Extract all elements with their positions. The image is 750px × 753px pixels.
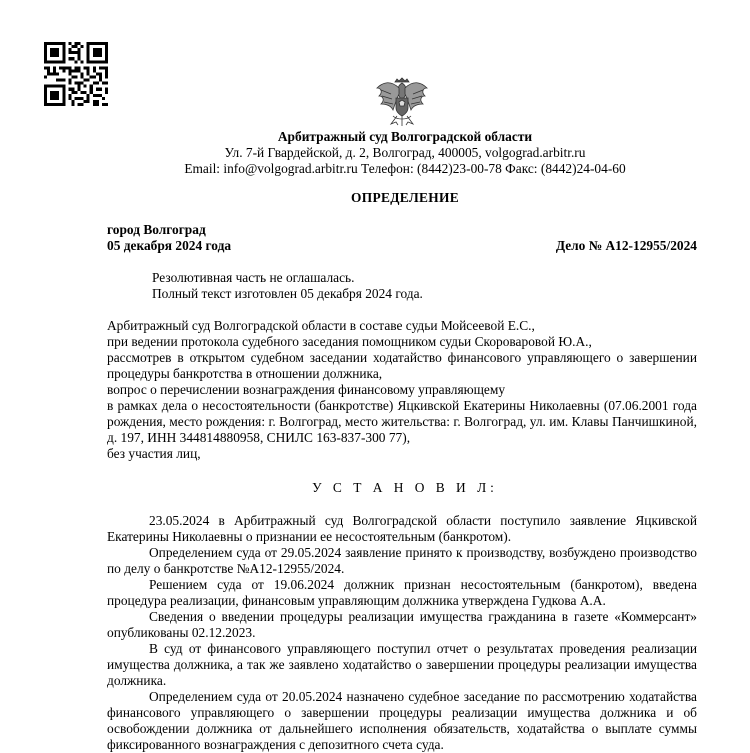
note-operative-part: Резолютивная часть не оглашалась.	[152, 270, 355, 285]
document-date: 05 декабря 2024 года	[107, 238, 232, 253]
paragraph: Определением суда от 29.05.2024 заявление принято к производству, возбуждено производство по делу о банкротстве №А12-12955/2024.	[107, 545, 697, 576]
intro-line: рассмотрев в открытом судебном заседании ходатайство финансового управляющего о завершении процедуры банкротства в отношении должника,	[107, 350, 697, 381]
coat-of-arms-emblem	[373, 74, 431, 128]
intro-line: при ведении протокола судебного заседания помощником судьи Скороваровой Ю.А.,	[107, 334, 592, 349]
paragraph: Сведения о введении процедуры реализации имущества гражданина в газете «Коммерсант» опубликованы 02.12.2023.	[107, 609, 697, 640]
note-full-text: Полный текст изготовлен 05 декабря 2024 года.	[152, 286, 423, 301]
court-header	[0, 129, 750, 177]
document-title: ОПРЕДЕЛЕНИЕ	[351, 190, 459, 205]
case-number: Дело № А12-12955/2024	[555, 238, 697, 253]
intro-line: Арбитражный суд Волгоградской области в составе судьи Мойсеевой Е.С.,	[107, 318, 535, 333]
court-address: Ул. 7-й Гвардейской, д. 2, Волгоград, 400005, volgograd.arbitr.ru	[224, 145, 586, 160]
intro-line: без участия лиц,	[107, 446, 201, 461]
intro-line: в рамках дела о несостоятельности (банкротстве) Яцкивской Екатерины Николаевны (07.06.2001 года рождения, место рождения: г. Волгоград, место жительства: г. Волгоград, ул. им. Клавы Панчишкиной, д. 197, ИНН 344814880958, СНИЛС 163-837-300 77),	[107, 398, 697, 445]
section-heading-ustanovil: У С Т А Н О В И Л:	[312, 480, 498, 495]
city: город Волгоград	[107, 222, 206, 237]
intro-block	[107, 318, 697, 462]
paragraph: Определением суда от 20.05.2024 назначено судебное заседание по рассмотрению ходатайства финансового управляющего о завершении процедуры реализации имущества должника и об освобождении должника от дальнейшего исполнения обязательств, ходатайства о выплате суммы фиксированного вознаграждения с депозитного счета суда.	[107, 689, 697, 752]
court-name: Арбитражный суд Волгоградской области	[277, 129, 533, 144]
intro-line: вопрос о перечислении вознаграждения финансовому управляющему	[107, 382, 506, 397]
court-contacts: Email: info@volgograd.arbitr.ru Телефон: (8442)23-00-78 Факс: (8442)24-04-60	[184, 161, 626, 176]
paragraph: Решением суда от 19.06.2024 должник признан несостоятельным (банкротом), введена процедура реализации, финансовым управляющим должника утверждена Гудкова А.А.	[107, 577, 697, 608]
qr-code	[44, 42, 108, 106]
paragraph: В суд от финансового управляющего поступил отчет о результатах проведения реализации имущества должника, а так же заявлено ходатайство о завершении процедуры реализации имущества должника.	[107, 641, 697, 688]
body-paragraphs	[107, 513, 697, 753]
paragraph: 23.05.2024 в Арбитражный суд Волгоградской области поступило заявление Яцкивской Екатерины Николаевны о признании ее несостоятельным (банкротом).	[107, 513, 697, 544]
